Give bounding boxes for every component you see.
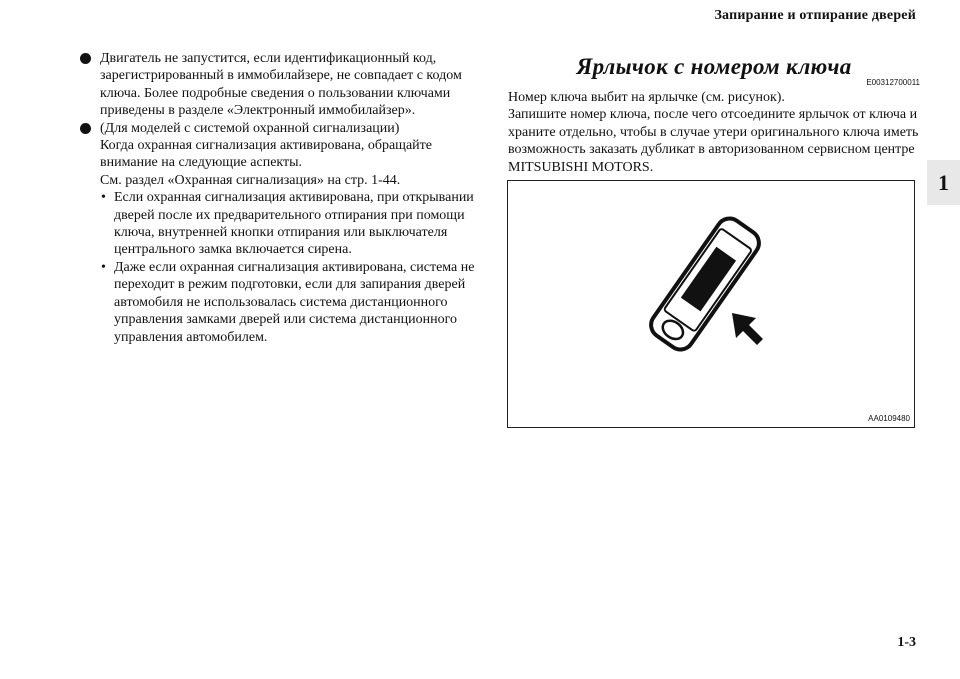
sub-item-line: Даже если охранная сигнализация активирована, система не [114,259,475,275]
sub-item-line: центрального замка включается сирена. [114,242,352,258]
bullet-line: внимание на следующие аспекты. [100,155,303,171]
bullet-line: зарегистрированный в иммобилайзере, не совпадает с кодом [100,68,462,84]
section-line: Запишите номер ключа, после чего отсоедините ярлычок от ключа и [508,107,918,123]
bullet-line: приведены в разделе «Электронный иммобилайзер». [100,103,416,119]
section-code: E00312700011 [866,78,920,87]
bullet-line: (Для моделей с системой охранной сигнализации) [100,120,400,136]
section-body [508,89,920,176]
left-column [76,50,476,346]
section-line: MITSUBISHI MOTORS. [508,159,654,175]
sub-item-line: переходит в режим подготовки, если для запирания дверей [114,277,466,293]
bullet-line: ключа. Более подробные сведения о пользовании ключами [100,85,451,101]
key-tag-illustration [508,181,914,427]
page-header-title: Запирание и отпирание дверей [714,8,916,23]
bullet-item-alarm [76,120,476,190]
chapter-tab: 1 [927,160,960,205]
bullet-line: Когда охранная сигнализация активирована, обращайте [100,138,432,154]
section-line: Номер ключа выбит на ярлычке (см. рисунок). [508,90,785,105]
sub-item-line: управления замками дверей или система дистанционного [114,312,457,328]
section-line: возможность заказать дубликат в авторизованном сервисном центре [508,142,915,158]
arrow-pointer-icon [732,313,763,345]
sub-item-siren [76,189,476,259]
section-title: Ярлычок с номером ключа [576,54,852,79]
sub-item-standby [76,259,476,346]
sub-bullet-mark: • [101,259,106,275]
bullet-line: Двигатель не запустится, если идентификационный код, [100,51,437,66]
page-number: 1-3 [897,635,916,650]
sub-item-line: ключа, внутренней кнопки отпирания или выключателя [114,225,448,241]
sub-item-line: автомобиля не использовалась система дистанционного [114,294,448,310]
figure-code: AA0109480 [868,414,910,423]
sub-item-line: дверей после их предварительного отпирания при помощи [114,207,465,223]
section-line: храните отдельно, чтобы в случае утери оригинального ключа иметь [508,124,919,140]
key-tag-figure [507,180,915,428]
bullet-line: См. раздел «Охранная сигнализация» на стр. 1-44. [100,172,401,188]
sub-item-line: управления автомобилем. [114,329,268,345]
bullet-icon [80,123,91,134]
bullet-item-immobilizer [76,50,476,120]
bullet-icon [80,53,91,64]
right-column [508,50,920,176]
sub-bullet-mark: • [101,190,106,206]
sub-item-line: Если охранная сигнализация активирована, при открывании [114,190,474,206]
